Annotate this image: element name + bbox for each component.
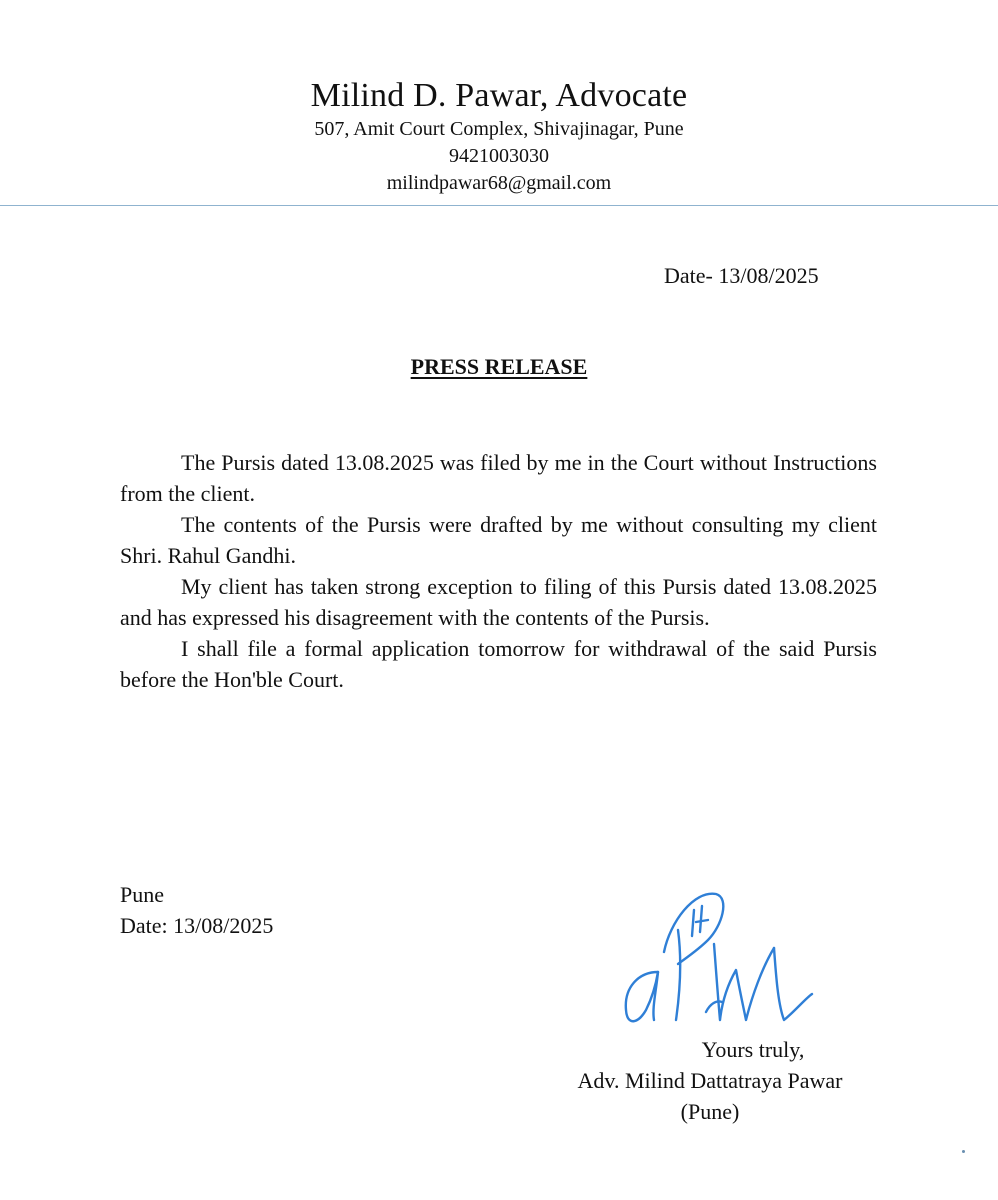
letterhead-divider (0, 205, 998, 206)
body-paragraph: My client has taken strong exception to filing of this Pursis dated 13.08.2025 and has expressed his disagreement with the contents of the Pursis. (120, 574, 877, 630)
phone-number: 9421003030 (449, 145, 549, 167)
document-date: Date- 13/08/2025 (664, 263, 819, 288)
signatory-location: (Pune) (680, 1099, 740, 1124)
body-paragraph: The Pursis dated 13.08.2025 was filed by me in the Court without Instructions from the client. (120, 450, 877, 506)
closing-salutation: Yours truly, (701, 1037, 805, 1062)
scan-speck (962, 1150, 965, 1153)
signing-date: Date: 13/08/2025 (120, 913, 274, 938)
place: Pune (120, 882, 164, 907)
office-address: 507, Amit Court Complex, Shivajinagar, Pune (314, 118, 684, 140)
signature-block (500, 1034, 920, 1127)
body-paragraph: I shall file a formal application tomorrow for withdrawal of the said Pursis before the Hon'ble Court. (120, 636, 877, 692)
signatory-name: Adv. Milind Dattatraya Pawar (577, 1068, 843, 1093)
place-and-date (120, 879, 273, 941)
press-release-body (120, 447, 877, 695)
advocate-name: Milind D. Pawar, Advocate (310, 77, 688, 114)
document-title: PRESS RELEASE (410, 354, 588, 379)
handwritten-signature (612, 880, 822, 1050)
letterhead (0, 76, 998, 197)
body-paragraph: The contents of the Pursis were drafted by me without consulting my client Shri. Rahul Gandhi. (120, 512, 877, 568)
email-address: milindpawar68@gmail.com (386, 172, 612, 194)
